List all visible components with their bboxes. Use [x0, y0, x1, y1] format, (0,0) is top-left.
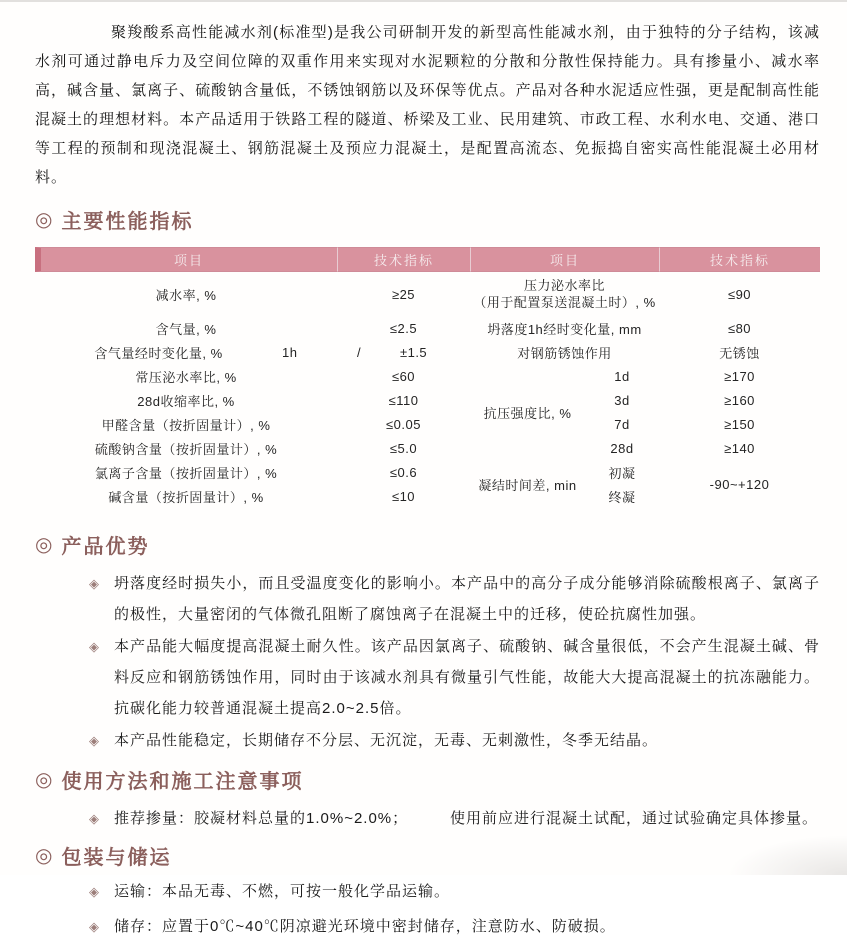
row-value-air-content: ≤2.5: [389, 320, 418, 336]
section-heading-packing: [35, 841, 820, 870]
section-marker-icon: ◎: [35, 768, 55, 791]
section-marker-icon: ◎: [35, 208, 55, 231]
row-value-bleeding-ratio: ≤60: [391, 368, 416, 384]
row-label-air-change-text: 含气量经时变化量, %: [94, 345, 223, 361]
storage-text: 储存：应置于0℃~40℃阴凉避光环境中密封储存，注意防水、防破损。: [114, 918, 616, 935]
row-value-sodium-sulfate: ≤5.0: [389, 440, 418, 456]
section-heading-performance: [35, 205, 820, 234]
row-label-chloride: 氯离子含量（按折固量计）, %: [94, 465, 278, 481]
row-value-formaldehyde: ≤0.05: [386, 416, 421, 432]
section-heading-advantages: [35, 530, 820, 559]
row-label-formaldehyde: 甲醛含量（按折固量计）, %: [101, 417, 271, 433]
diamond-bullet-icon: ◈: [89, 639, 100, 654]
list-item: [35, 568, 820, 630]
row-label-air-content: 含气量, %: [155, 321, 217, 337]
section-heading-usage: [35, 765, 820, 794]
dosage-text: 推荐掺量：胶凝材料总量的1.0%~2.0%；: [114, 810, 409, 827]
slash-separator: /: [357, 344, 362, 360]
age-3d: 3d: [614, 392, 630, 408]
list-item: [35, 912, 820, 942]
section-title: 产品优势: [61, 536, 150, 558]
row-value-air-change-num: ±1.5: [399, 344, 428, 360]
row-label-setting-time: 凝结时间差, min: [478, 477, 577, 493]
diamond-bullet-icon: ◈: [89, 576, 100, 591]
row-label-alkali: 碱含量（按折固量计）, %: [108, 489, 264, 505]
section-title: 包装与储运: [61, 847, 172, 869]
table-header-item: 项目: [35, 247, 337, 272]
advantage-text: 本产品性能稳定，长期储存不分层、无沉淀，无毒、无刺激性，冬季无结晶。: [114, 732, 659, 749]
row-value-pressure-bleeding: ≤90: [727, 286, 752, 302]
value-1d: ≥170: [724, 368, 755, 384]
table-header-spec: 技术指标: [337, 247, 470, 272]
section-marker-icon: ◎: [35, 844, 55, 867]
trial-mix-note: 使用前应进行混凝土试配，通过试验确定具体掺量。: [449, 810, 818, 827]
row-value-setting-time: -90~+120: [709, 476, 770, 492]
row-label-rebar-corrosion: 对钢筋锈蚀作用: [517, 345, 612, 361]
row-label-compressive-strength: 抗压强度比, %: [483, 405, 572, 421]
setting-initial: 初凝: [608, 465, 636, 481]
row-label-air-change: [35, 340, 337, 364]
row-label-slump-change: 坍落度1h经时变化量, mm: [487, 321, 642, 337]
section-title: 主要性能指标: [61, 211, 194, 233]
row-label-pressure-bleeding: [470, 272, 659, 316]
advantage-text: 坍落度经时损失小，而且受温度变化的影响小。本产品中的高分子成分能够消除硫酸根离子、氯离子的极性，大量密闭的气体微孔阻断了腐蚀离子在混凝土中的迁移，使砼抗腐性加强。: [114, 575, 820, 623]
diamond-bullet-icon: ◈: [89, 733, 100, 748]
diamond-bullet-icon: ◈: [89, 919, 100, 934]
row-value-chloride: ≤0.6: [389, 464, 418, 480]
age-7d: 7d: [614, 416, 630, 432]
value-7d: ≥150: [724, 416, 755, 432]
setting-final: 终凝: [608, 489, 636, 505]
list-item: [35, 877, 820, 907]
row-value-alkali: ≤10: [391, 488, 416, 504]
age-28d: 28d: [610, 440, 634, 456]
intro-paragraph: 聚羧酸系高性能减水剂(标准型)是我公司研制开发的新型高性能减水剂，由于独特的分子结构，该减水剂可通过静电斥力及空间位障的双重作用来实现对水泥颗粒的分散和分散性保持能力。具有掺量小、减水率高，碱含量、氯离子、硫酸钠含量低，不锈蚀钢筋以及环保等优点。产品对各种水泥适应性强，更是配制高性能混凝土的理想材料。本产品适用于铁路工程的隧道、桥梁及工业、民用建筑、市政工程、水利水电、交通、港口等工程的预制和现浇混凝土、钢筋混凝土及预应力混凝土，是配置高流态、免振捣自密实高性能混凝土必用材料。: [35, 24, 820, 186]
row-value-shrinkage: ≤110: [388, 392, 419, 408]
age-1d: 1d: [614, 368, 630, 384]
list-item: [35, 803, 820, 834]
usage-list: [35, 803, 820, 834]
row-label-water-reduction: 减水率, %: [155, 287, 217, 303]
transport-text: 运输：本品无毒、不燃，可按一般化学品运输。: [114, 883, 451, 900]
row-label-shrinkage: 28d收缩率比, %: [137, 393, 235, 409]
diamond-bullet-icon: ◈: [89, 811, 100, 826]
packing-list: [35, 877, 820, 942]
list-item: [35, 631, 820, 724]
row-value-rebar-corrosion: 无锈蚀: [719, 345, 760, 361]
row-label-air-change-time: 1h: [282, 344, 298, 360]
value-28d: ≥140: [724, 440, 755, 456]
row-value-water-reduction: ≥25: [391, 286, 416, 302]
table-header-spec-2: 技术指标: [659, 247, 820, 272]
pressure-bleeding-line1: 压力泌水率比: [523, 278, 605, 293]
section-title: 使用方法和施工注意事项: [61, 771, 304, 793]
row-value-air-change: [337, 340, 470, 364]
table-header-item-2: 项目: [470, 247, 659, 272]
advantages-list: [35, 568, 820, 756]
value-3d: ≥160: [724, 392, 755, 408]
row-label-sodium-sulfate: 硫酸钠含量（按折固量计）, %: [94, 441, 278, 457]
row-value-slump-change: ≤80: [727, 320, 752, 336]
diamond-bullet-icon: ◈: [89, 884, 100, 899]
usage-text: [114, 803, 820, 834]
pressure-bleeding-line2: （用于配置泵送混凝土时）, %: [473, 295, 656, 310]
row-label-bleeding-ratio: 常压泌水率比, %: [135, 369, 237, 385]
list-item: [35, 725, 820, 756]
advantage-text: 本产品能大幅度提高混凝土耐久性。该产品因氯离子、硫酸钠、碱含量很低，不会产生混凝土碱、骨料反应和钢筋锈蚀作用，同时由于该减水剂具有微量引气性能，故能大大提高混凝土的抗冻融能力。抗碳化能力较普通混凝土提高2.0~2.5倍。: [114, 638, 820, 717]
performance-table: [35, 247, 820, 508]
section-marker-icon: ◎: [35, 533, 55, 556]
